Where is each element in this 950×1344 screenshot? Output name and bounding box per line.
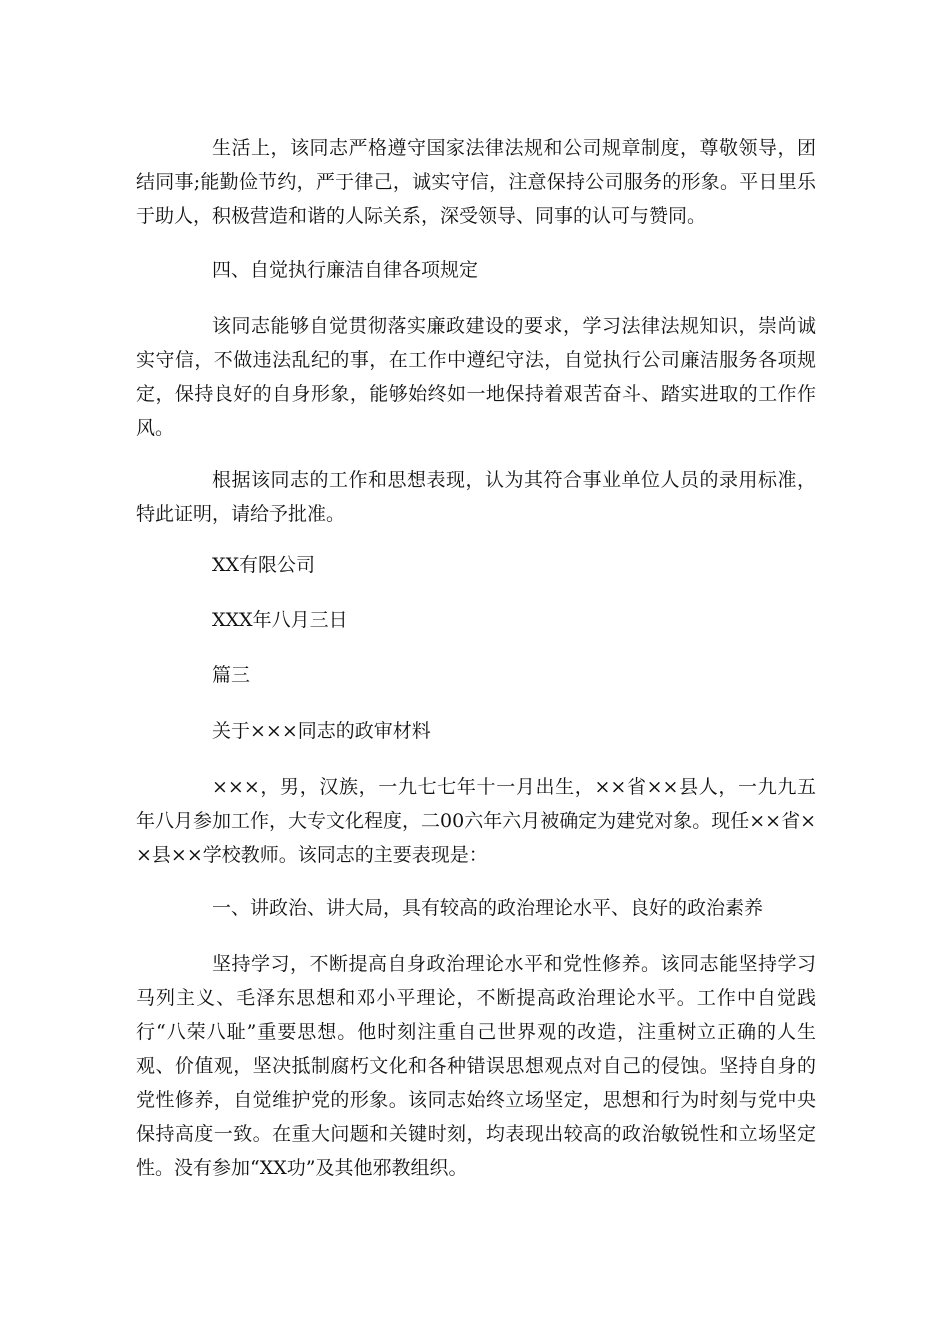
paragraph-integrity: 该同志能够自觉贯彻落实廉政建设的要求，学习法律法规知识，崇尚诚实守信，不做违法乱纪的事，在工作中遵纪守法，自觉执行公司廉洁服务各项规定，保持良好的自身形象，能够始终如一地保持着艰苦奋斗、踏实进取的工作作风。	[136, 315, 816, 439]
company-name: XX有限公司	[212, 554, 316, 576]
paragraph-life-conduct: 生活上，该同志严格遵守国家法律法规和公司规章制度，尊敬领导，团结同事;能勤俭节约，严于律己，诚实守信，注意保持公司服务的形象。平日里乐于助人，积极营造和谐的人际关系，深受领导、同事的认可与赞同。	[136, 137, 816, 227]
document-title: 关于×××同志的政审材料	[212, 720, 431, 742]
paragraph-recommendation: 根据该同志的工作和思想表现，认为其符合事业单位人员的录用标准，特此证明，请给予批准。	[136, 469, 816, 525]
section-heading-integrity: 四、自觉执行廉洁自律各项规定	[212, 259, 479, 281]
document-date: XXX年八月三日	[212, 609, 348, 631]
section-heading-politics: 一、讲政治、讲大局，具有较高的政治理论水平、良好的政治素养	[212, 897, 764, 919]
paragraph-personal-info: ×××，男，汉族，一九七七年十一月出生，××省××县人，一九九五年八月参加工作，大专文化程度，二00六年六月被确定为建党对象。现任××省××县××学校教师。该同志的主要表现是：	[136, 776, 816, 866]
part-heading: 篇三	[212, 664, 251, 686]
paragraph-political-study: 坚持学习，不断提高自身政治理论水平和党性修养。该同志能坚持学习马列主义、毛泽东思想和邓小平理论，不断提高政治理论水平。工作中自觉践行“八荣八耻”重要思想。他时刻注重自己世界观的改造，注重树立正确的人生观、价值观，坚决抵制腐朽文化和各种错误思想观点对自己的侵蚀。坚持自身的党性修养，自觉维护党的形象。该同志始终立场坚定，思想和行为时刻与党中央保持高度一致。在重大问题和关键时刻，均表现出较高的政治敏锐性和立场坚定性。没有参加“XX功”及其他邪教组织。	[136, 953, 816, 1179]
